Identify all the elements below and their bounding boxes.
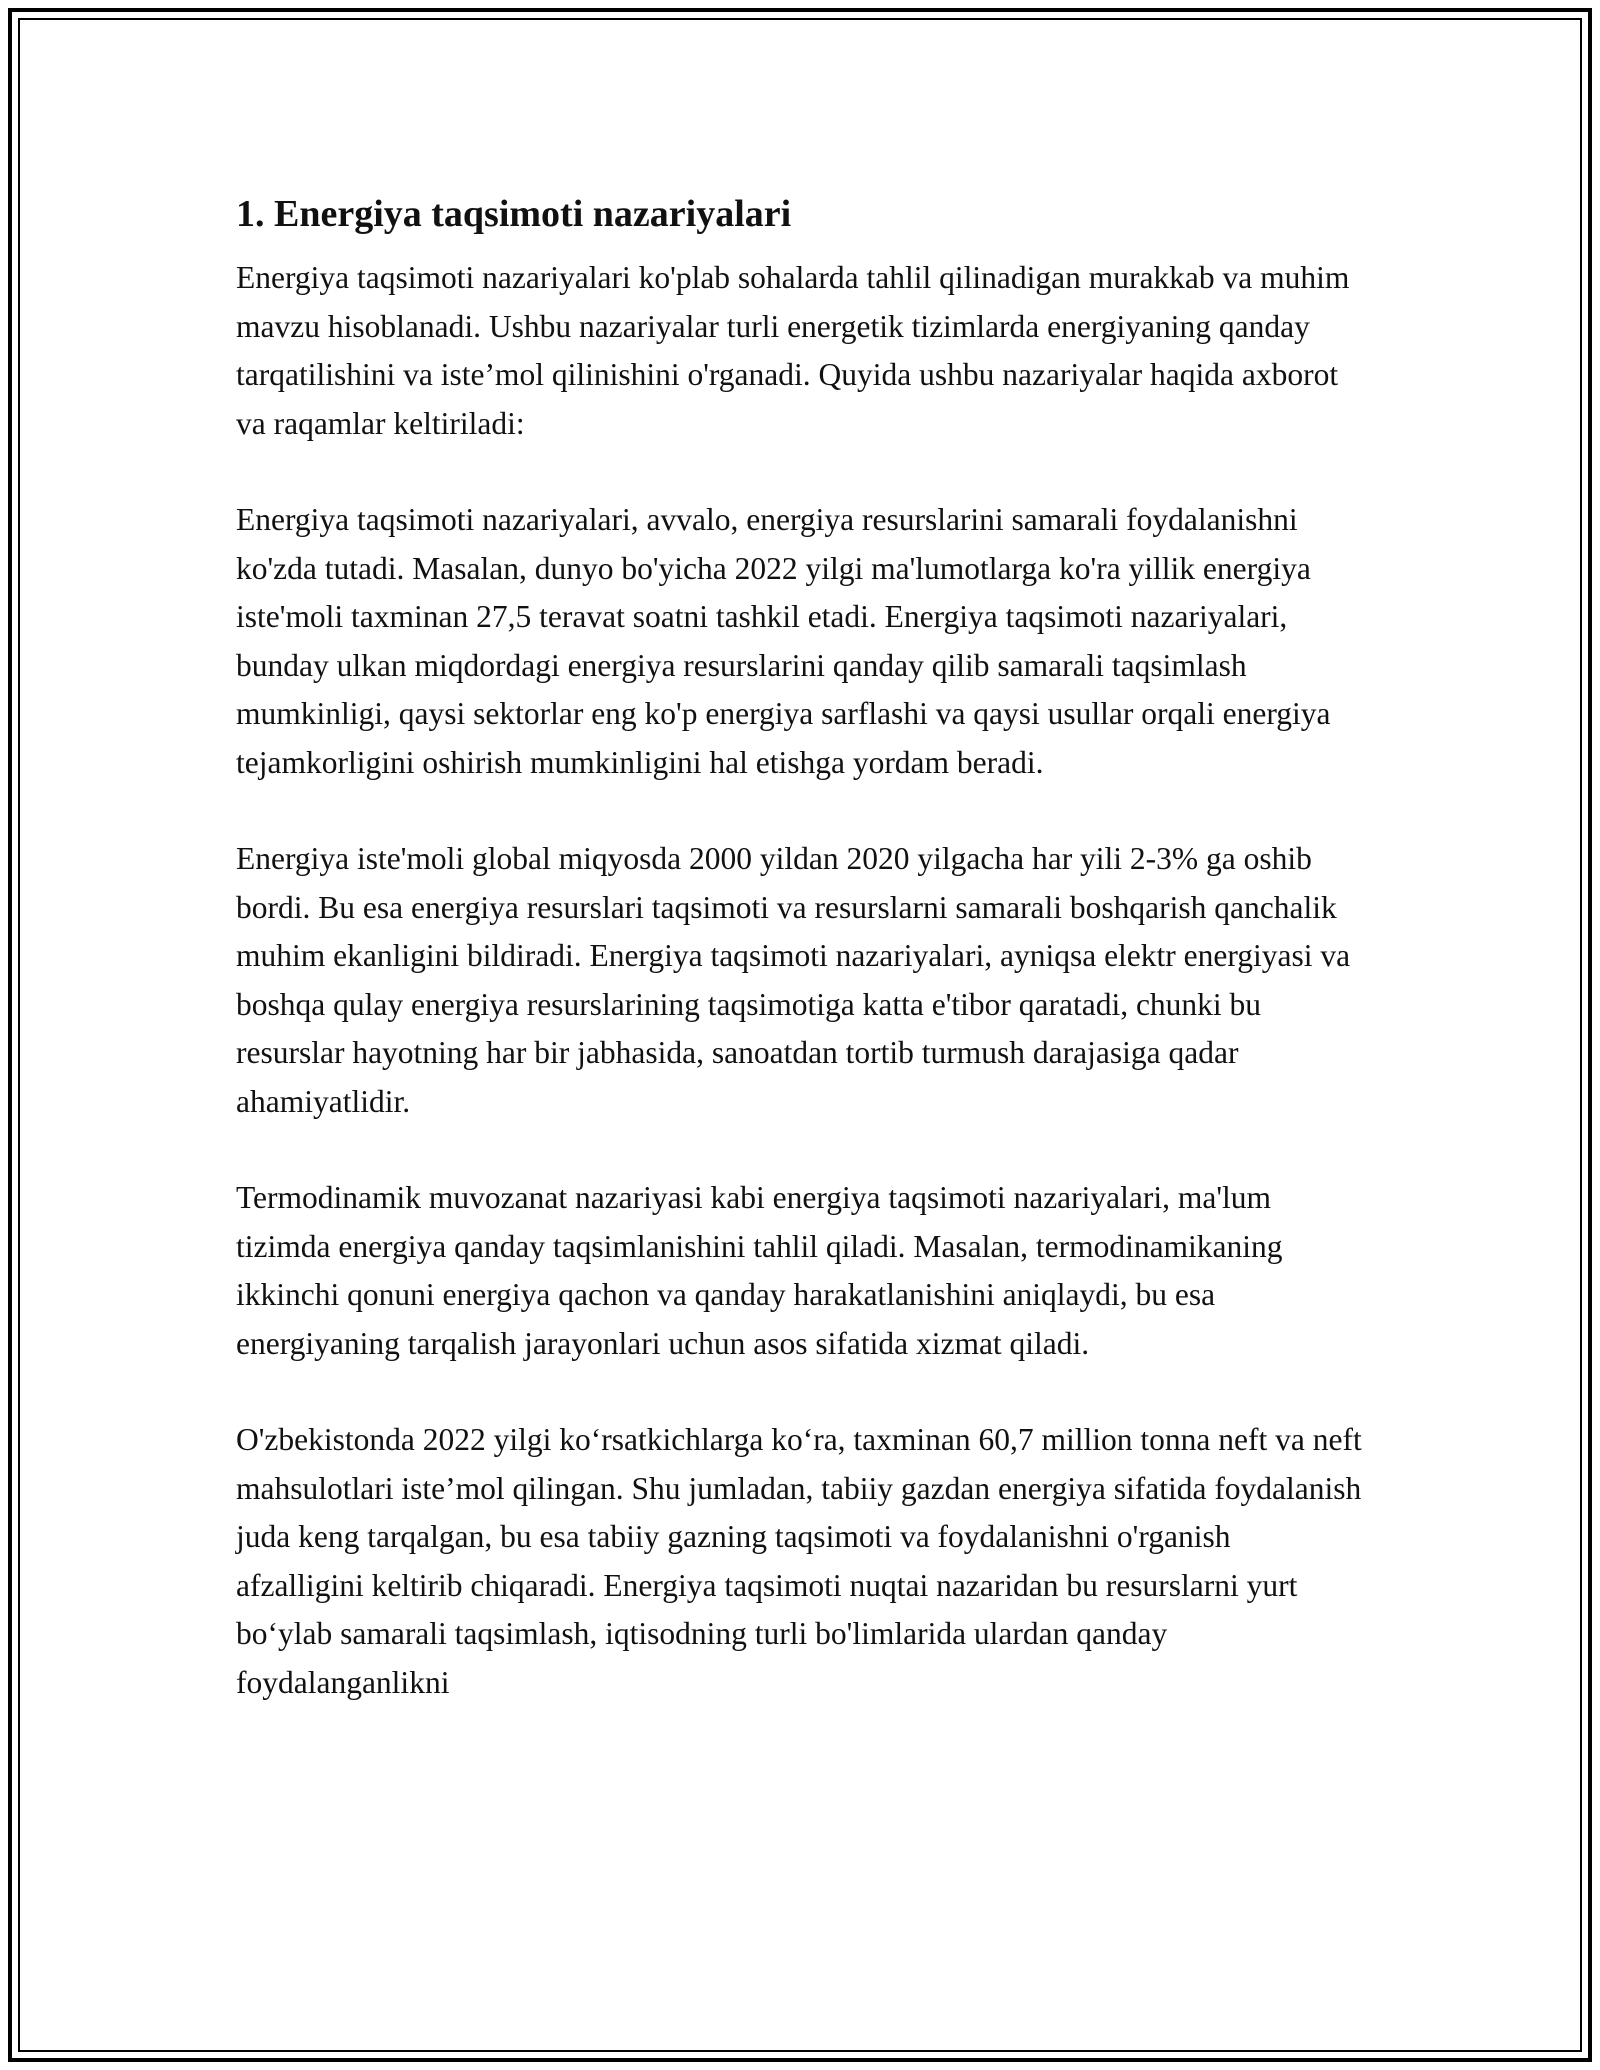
- paragraph-intro: Energiya taqsimoti nazariyalari ko'plab sohalarda tahlil qilinadigan murakkab va muhim mavzu hisoblanadi. Ushbu nazariyalar turli energetik tizimlarda energiyaning qanday tarqatilishini va iste’mol qilinishini o'rganadi. Quyida ushbu nazariyalar haqida axborot va raqamlar keltiriladi:: [236, 260, 1350, 441]
- document-body: [236, 188, 1366, 1755]
- section-heading: 1. Energiya taqsimoti nazariyalari: [236, 193, 792, 235]
- paragraph-resources: Energiya taqsimoti nazariyalari, avvalo, energiya resurslarini samarali foydalanishni ko'zda tutadi. Masalan, dunyo bo'yicha 2022 yilgi ma'lumotlarga ko'ra yillik energiya iste'moli taxminan 27,5 teravat soatni tashkil etadi. Energiya taqsimoti nazariyalari, bunday ulkan miqdordagi energiya resurslarini qanday qilib samarali taqsimlash mumkinligi, qaysi sektorlar eng ko'p energiya sarflashi va qaysi usullar orqali energiya tejamkorligini oshirish mumkinligini hal etishga yordam beradi.: [236, 502, 1331, 780]
- paragraph-global-consumption: Energiya iste'moli global miqyosda 2000 yildan 2020 yilgacha har yili 2-3% ga oshib bordi. Bu esa energiya resurslari taqsimoti va resurslarni samarali boshqarish qanchalik muhim ekanligini bildiradi. Energiya taqsimoti nazariyalari, ayniqsa elektr energiyasi va boshqa qulay energiya resurslarining taqsimotiga katta e'tibor qaratadi, chunki bu resurslar hayotning har bir jabhasida, sanoatdan tortib turmush darajasiga qadar ahamiyatlidir.: [236, 841, 1351, 1119]
- paragraph-uzbekistan: O'zbekistonda 2022 yilgi ko‘rsatkichlarga ko‘ra, taxminan 60,7 million tonna neft va neft mahsulotlari iste’mol qilingan. Shu jumladan, tabiiy gazdan energiya sifatida foydalanish juda keng tarqalgan, bu esa tabiiy gazning taqsimoti va foydalanishni o'rganish afzalligini keltirib chiqaradi. Energiya taqsimoti nuqtai nazaridan bu resurslarni yurt bo‘ylab samarali taqsimlash, iqtisodning turli bo'limlarida ulardan qanday foydalanganlikni: [236, 1422, 1362, 1700]
- paragraph-thermodynamics: Termodinamik muvozanat nazariyasi kabi energiya taqsimoti nazariyalari, ma'lum tizimda energiya qanday taqsimlanishini tahlil qiladi. Masalan, termodinamikaning ikkinchi qonuni energiya qachon va qanday harakatlanishini aniqlaydi, bu esa energiyaning tarqalish jarayonlari uchun asos sifatida xizmat qiladi.: [236, 1180, 1283, 1361]
